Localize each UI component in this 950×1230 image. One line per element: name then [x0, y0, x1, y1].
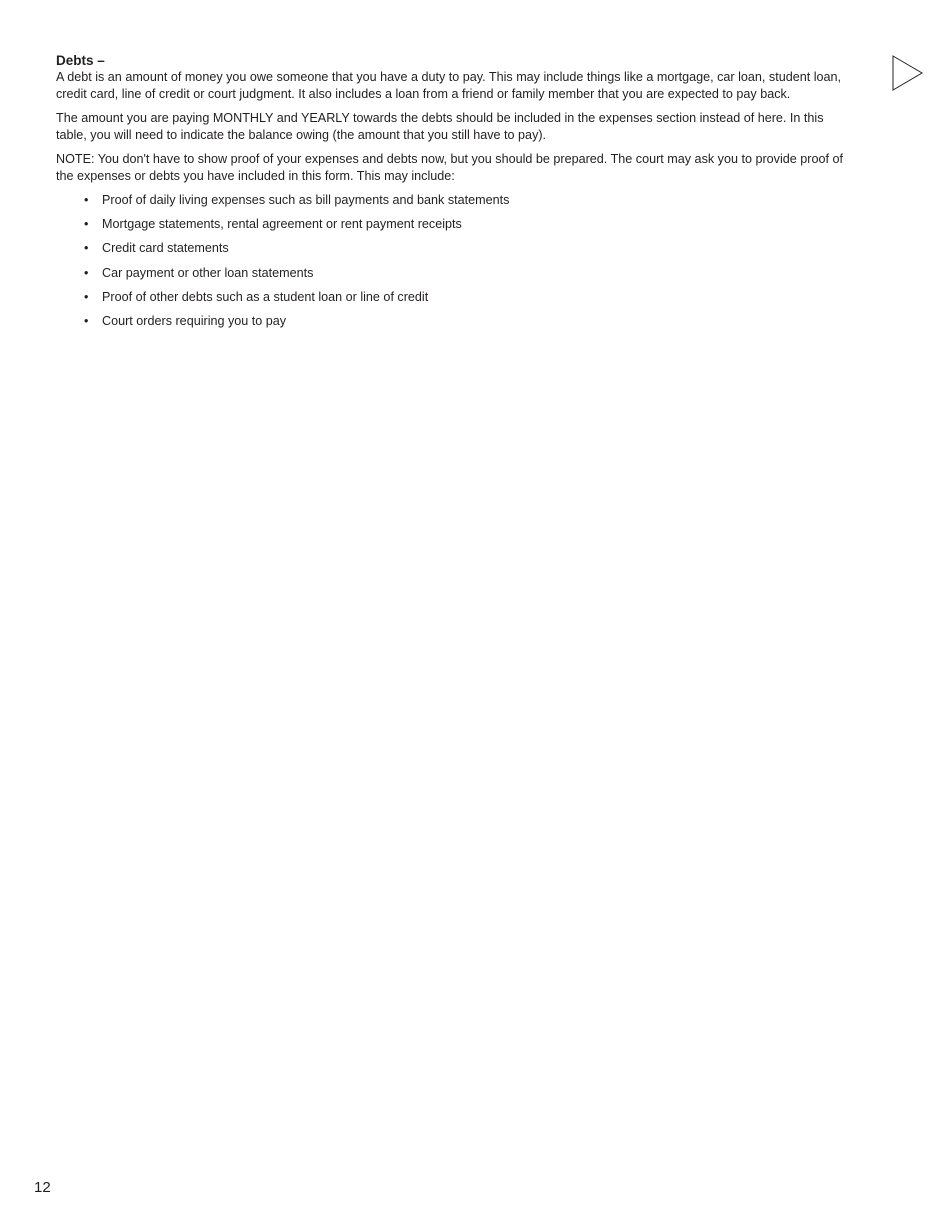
page-number: 12	[34, 1179, 51, 1196]
list-item: • Car payment or other loan statements	[84, 265, 314, 280]
paragraph-note: NOTE: You don't have to show proof of your expenses and debts now, but you should be prepared. The court may ask you to provide proof of the expenses or debts you have included in this form. This may include:	[56, 152, 843, 183]
bullet-icon: •	[84, 241, 89, 256]
list-item: • Mortgage statements, rental agreement or rent payment receipts	[84, 217, 462, 232]
list-item: • Proof of daily living expenses such as bill payments and bank statements	[84, 193, 510, 207]
debts-section	[56, 52, 856, 337]
list-item: • Credit card statements	[84, 241, 229, 256]
next-page-arrow-icon[interactable]	[892, 55, 924, 91]
section-heading: Debts –	[56, 53, 105, 68]
paragraph-debt-definition: A debt is an amount of money you owe someone that you have a duty to pay. This may include things like a mortgage, car loan, student loan, credit card, line of credit or court judgment. It also includes a loan from a friend or family member that you are expected to pay back.	[56, 70, 842, 101]
bullet-icon: •	[84, 313, 89, 328]
bullet-icon: •	[84, 289, 89, 304]
proof-list	[56, 192, 856, 337]
bullet-icon: •	[84, 265, 89, 280]
list-item: • Proof of other debts such as a student loan or line of credit	[84, 289, 429, 304]
bullet-icon: •	[84, 217, 89, 232]
paragraph-monthly-yearly: The amount you are paying MONTHLY and YEARLY towards the debts should be included in the expenses section instead of here. In this table, you will need to indicate the balance owing (the amount that you still have to pay).	[56, 111, 824, 142]
bullet-icon: •	[84, 193, 89, 207]
list-item: • Court orders requiring you to pay	[84, 313, 287, 328]
